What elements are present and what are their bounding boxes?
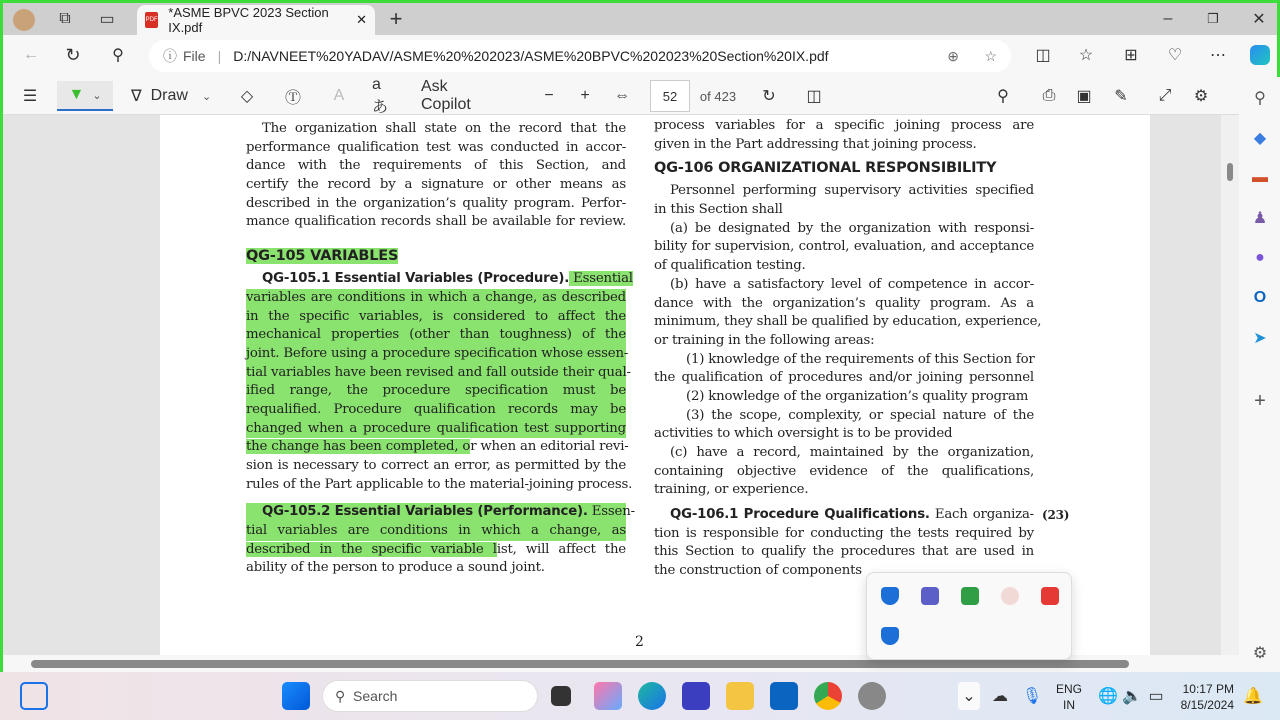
edge-sidebar: [1239, 77, 1280, 675]
page-number-footer: 2: [635, 634, 644, 650]
text-box-icon[interactable]: Ⓣ: [284, 89, 301, 107]
text-line: in this Section shall: [654, 202, 783, 218]
lang: ENG: [1056, 682, 1083, 696]
highlighted-line: joint. Before using a procedure specification whose essen-: [246, 345, 626, 364]
text-line: the construction of components: [654, 563, 862, 579]
page-total: of 423: [699, 88, 737, 104]
tab-pdf[interactable]: [137, 5, 375, 35]
text-line: Personnel performing supervisory activities specified: [670, 183, 1034, 199]
save-as-icon[interactable]: ✎: [1114, 88, 1128, 105]
outlook-icon[interactable]: O: [1253, 289, 1267, 306]
ask-copilot-button[interactable]: Ask Copilot: [421, 78, 471, 113]
show-hidden-icons-chevron[interactable]: ⌄: [958, 682, 980, 710]
highlighted-line: ified range, the procedure specification must be: [246, 382, 626, 401]
highlighted-text: Essential: [569, 271, 633, 287]
back-icon[interactable]: ←: [23, 46, 39, 63]
edge-taskbar-icon[interactable]: [638, 682, 666, 710]
app-taskbar-icon[interactable]: [682, 682, 710, 710]
vertical-scrollbar[interactable]: [1221, 115, 1239, 655]
taskbar-search[interactable]: [322, 680, 538, 712]
subsection-title: QG-106.1 Procedure Qualifications.: [670, 507, 930, 523]
text-line: the qualification of procedures and/or joining personnel: [654, 370, 1034, 386]
fullscreen-icon[interactable]: ⤢: [1158, 87, 1172, 104]
text-line: tion is responsible for conducting the tests required by: [654, 525, 1034, 541]
search-icon[interactable]: ⚲: [112, 47, 124, 64]
close-tab-icon[interactable]: ✕: [356, 12, 367, 27]
search-icon: ⚲: [335, 687, 346, 704]
workspaces-icon[interactable]: ⧉: [59, 10, 71, 27]
text-line: certify the record by a signature or other means as: [246, 177, 626, 193]
text-line: bility for supervision, control, evaluation, and acceptance: [654, 239, 1034, 255]
text-line: [246, 270, 633, 289]
favorite-star-icon[interactable]: ☆: [984, 47, 997, 64]
copilot-taskbar-icon[interactable]: [594, 682, 622, 710]
notification-bell-icon[interactable]: 🔔: [1243, 688, 1263, 705]
highlighted-line: tial variables have been revised and fall outside their qual-: [246, 364, 626, 383]
text-line: (3) the scope, complexity, or special nature of the: [686, 407, 1034, 423]
text: Each organiza-: [929, 507, 1034, 523]
tab-bar: [3, 3, 1277, 35]
text-line: ability of the person to produce a sound joint.: [246, 560, 545, 576]
settings-taskbar-icon[interactable]: [858, 682, 886, 710]
contents-icon[interactable]: ☰: [22, 88, 38, 105]
app-icon[interactable]: [1001, 587, 1019, 605]
left-column: [246, 120, 635, 578]
draw-button[interactable]: ∇ Draw ⌄: [131, 87, 212, 105]
more-icon[interactable]: ⋯: [1210, 47, 1226, 64]
heading-text: QG-105 VARIABLES: [246, 248, 399, 265]
add-sidebar-app-icon[interactable]: +: [1254, 389, 1266, 412]
highlighted-line: changed when a procedure qualification test supporting: [246, 420, 626, 439]
games-icon[interactable]: ♟: [1252, 210, 1268, 227]
highlighted-line: requalified. Procedure qualification records may be: [246, 401, 626, 420]
text-line: or training in the following areas:: [654, 332, 875, 348]
pdf-icon: PDF: [145, 12, 158, 28]
zoom-in-icon[interactable]: +: [580, 87, 590, 104]
print-icon[interactable]: ⎙: [1042, 87, 1056, 104]
network-icon[interactable]: 🌐: [1098, 688, 1118, 705]
widgets-icon[interactable]: [20, 682, 48, 710]
highlighted-line: mechanical properties (other than toughness) of the: [246, 326, 626, 345]
text-line: (2) knowledge of the organization’s quality program: [686, 388, 1029, 404]
profile-avatar[interactable]: [13, 9, 35, 31]
eraser-icon[interactable]: ◇: [240, 88, 254, 105]
anydesk-icon[interactable]: [1041, 587, 1059, 605]
draw-icon: ∇: [131, 88, 142, 105]
outlook-taskbar-icon[interactable]: [770, 682, 798, 710]
q-app-icon[interactable]: [961, 587, 979, 605]
text-line: minimum, they shall be qualified by education, experience,: [654, 314, 1042, 330]
shopping-tag-icon[interactable]: ◆: [1253, 130, 1267, 147]
translate-icon[interactable]: aあ: [372, 75, 389, 116]
address-bar-row: [3, 35, 1277, 77]
task-view-icon[interactable]: [551, 686, 571, 706]
read-aloud-icon[interactable]: A: [333, 87, 345, 104]
url-prefix: File: [183, 48, 206, 64]
text-line: given in the Part addressing that joining process.: [654, 136, 977, 152]
battery-icon[interactable]: ▭: [1148, 688, 1164, 705]
save-icon[interactable]: ▣: [1076, 88, 1092, 105]
highlighted-line: tial variables are conditions in which a change, as: [246, 522, 626, 541]
subsection-title: QG-105.2 Essential Variables (Performance).: [262, 504, 588, 520]
section-heading: QG-106 ORGANIZATIONAL RESPONSIBILITY: [654, 160, 997, 177]
text-line: [246, 438, 629, 457]
text-line: dance with the organization’s quality program. As a: [654, 295, 1034, 311]
text-line: process variables for a specific joining process are: [654, 118, 1034, 133]
tab-actions-icon[interactable]: ▭: [99, 11, 115, 28]
microphone-icon[interactable]: 🎙: [1021, 688, 1043, 705]
system-tray-overflow: [866, 572, 1072, 660]
settings-icon[interactable]: ⚙: [1193, 88, 1209, 105]
text-line: this Section to qualify the procedures that are used in: [654, 544, 1034, 560]
section-heading: [246, 242, 626, 270]
scroll-thumb[interactable]: [31, 660, 1129, 668]
highlighted-line: in the specific variables, is considered to affect the: [246, 308, 626, 327]
refresh-icon[interactable]: ↻: [65, 44, 81, 65]
text-line: activities to which oversight is to be provided: [654, 426, 953, 442]
text: Essen-: [587, 504, 635, 520]
time: 10:17 PM: [1182, 682, 1234, 696]
text-line: (c) have a record, maintained by the organization,: [670, 445, 1034, 460]
collections-icon[interactable]: ⊞: [1124, 47, 1138, 64]
text-line: performance qualification test was conducted in accor-: [246, 139, 626, 155]
text: r when an editorial revi-: [470, 439, 629, 455]
tab-title: *ASME BPVC 2023 Section IX.pdf: [168, 5, 329, 35]
text-line: described in the organization’s quality program. Perfor-: [246, 195, 626, 211]
taskbar: [0, 672, 1280, 720]
minimize-icon[interactable]: –: [1163, 10, 1173, 27]
send-icon[interactable]: ➤: [1253, 330, 1267, 347]
find-icon[interactable]: ⚲: [997, 88, 1009, 105]
subsection-title: QG-105.1 Essential Variables (Procedure).: [262, 271, 570, 287]
highlighted-text: described in the specific variable l: [246, 541, 497, 557]
split-screen-icon[interactable]: ◫: [1035, 47, 1051, 64]
m365-icon[interactable]: ●: [1255, 249, 1265, 266]
text-line: [654, 506, 1070, 525]
text: ist, will affect the: [496, 541, 626, 557]
onedrive-icon[interactable]: ☁: [992, 688, 1008, 705]
chrome-icon[interactable]: [814, 682, 842, 710]
rotate-icon[interactable]: ↻: [762, 88, 776, 105]
highlight-button[interactable]: ▼ ⌄: [57, 81, 113, 111]
volume-icon[interactable]: 🔈: [1122, 688, 1142, 705]
text-line: The organization shall state on the record that the: [262, 121, 626, 136]
highlighted-line: [246, 503, 635, 522]
copilot-icon[interactable]: [1250, 45, 1270, 65]
text-line: sion is necessary to correct an error, as permitted by the: [246, 458, 626, 473]
zoom-out-icon[interactable]: −: [544, 87, 554, 104]
scroll-thumb[interactable]: [1227, 163, 1233, 181]
text-line: dance with the requirements of this Section, and: [246, 158, 626, 174]
text-line: (b) have a satisfactory level of competence in accor-: [670, 276, 1034, 292]
language-indicator[interactable]: [1056, 681, 1082, 713]
margin-note: (23): [1042, 508, 1070, 523]
search-placeholder: Search: [353, 688, 398, 704]
page-view-icon[interactable]: ◫: [806, 88, 822, 105]
close-window-icon[interactable]: ✕: [1252, 11, 1266, 28]
text-line: (1) knowledge of the requirements of this Section for: [686, 351, 1035, 367]
zoom-icon[interactable]: ⊕: [947, 47, 959, 64]
url-text: D:/NAVNEET%20YADAV/ASME%20%202023/ASME%20BPVC%202023%20Section%20IX.pdf: [233, 48, 829, 64]
sidebar-settings-icon[interactable]: ⚙: [1252, 645, 1268, 662]
text-line: of qualification testing.: [654, 258, 806, 274]
restore-icon[interactable]: ❐: [1207, 11, 1219, 26]
highlighted-line: variables are conditions in which a change, as described: [246, 289, 626, 308]
date: 8/15/2024: [1180, 698, 1234, 712]
text-line: mance qualification records shall be available for review.: [246, 214, 626, 230]
info-icon: ⓘ: [163, 48, 177, 64]
text-line: (a) be designated by the organization with responsi-: [670, 220, 1034, 236]
draw-label: Draw: [150, 87, 188, 104]
file-explorer-icon[interactable]: [726, 682, 754, 710]
text-line: containing objective evidence of the qualifications,: [654, 463, 1034, 479]
highlighted-text: the change has been completed, o: [246, 439, 471, 455]
url-field[interactable]: ⓘ File | D:/NAVNEET%20YADAV/ASME%20%202023/ASME%20BPVC%202023%20Section%20IX.pdf ⊕ ☆: [149, 40, 1011, 72]
favorites-icon[interactable]: ☆: [1078, 47, 1094, 64]
security-check-icon[interactable]: [881, 627, 899, 645]
text-line: [246, 541, 626, 560]
clock[interactable]: [1176, 681, 1234, 713]
right-column: [654, 117, 1070, 581]
browser-essentials-icon[interactable]: ♡: [1167, 47, 1183, 64]
defender-icon[interactable]: [881, 587, 899, 605]
fit-width-icon[interactable]: ⇔: [614, 87, 630, 104]
start-button[interactable]: [282, 682, 310, 710]
new-tab-icon[interactable]: +: [389, 6, 403, 31]
text-line: training, or experience.: [654, 482, 809, 498]
sidebar-search-icon[interactable]: ⚲: [1254, 90, 1266, 107]
pdf-toolbar: [3, 77, 1239, 115]
teams-icon[interactable]: [921, 587, 939, 605]
region: IN: [1063, 698, 1075, 712]
tools-icon[interactable]: ▬: [1252, 169, 1268, 186]
text-line: rules of the Part applicable to the material-joining process.: [246, 476, 633, 492]
page-number-input[interactable]: 52: [650, 80, 690, 112]
